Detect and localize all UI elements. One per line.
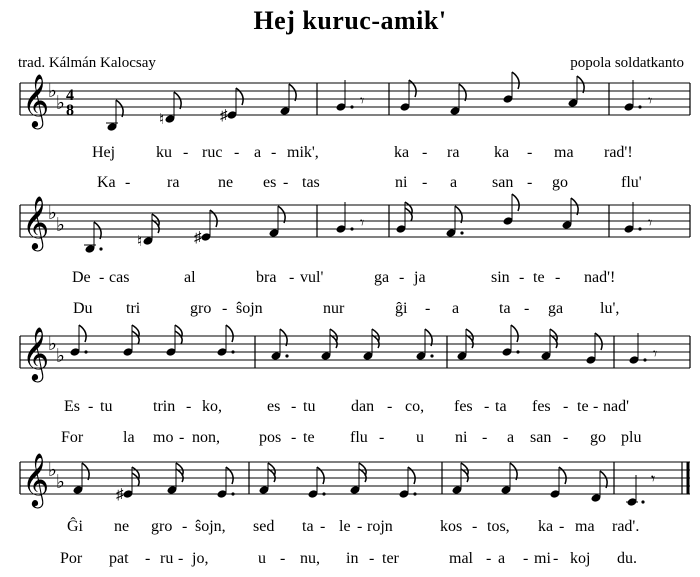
system-1 — [20, 72, 690, 191]
note — [194, 210, 217, 246]
genre-credit: popola soldatkanto — [570, 55, 684, 71]
note — [336, 202, 354, 234]
flat-key-signature-icon: ♭ — [56, 472, 65, 493]
note — [217, 325, 235, 357]
rest-icon: 𝄾 — [360, 215, 365, 232]
svg-text:♮: ♮ — [159, 112, 165, 128]
note — [446, 206, 464, 238]
song-title: Hej kuruc-amik' — [253, 6, 447, 35]
rest-icon: 𝄾 — [651, 471, 656, 488]
time-signature-top: 4 — [66, 87, 74, 104]
note — [624, 202, 642, 234]
time-signature-bottom: 8 — [66, 102, 74, 119]
note — [568, 76, 585, 108]
note — [271, 329, 289, 361]
note — [73, 463, 90, 495]
flat-key-signature-icon: ♭ — [56, 215, 65, 236]
note — [116, 467, 139, 503]
note — [624, 80, 642, 112]
rest-icon: 𝄾 — [648, 93, 653, 110]
flat-key-signature-icon: ♭ — [56, 93, 65, 114]
note — [501, 463, 518, 495]
treble-clef-icon: 𝄞 — [22, 454, 50, 505]
lyrics-verse-1: Es - tu trin - ko, es - tu dan - co, fes - ta fes - te - nad' — [64, 398, 629, 415]
lyrics-verse-2: For la mo - non, pos - te flu - u ni - a san - go plu — [61, 429, 642, 446]
lyrics-verse-2: Por pat - ru - jo, u - nu, in - ter mal - a - mi - koj du. — [60, 550, 637, 567]
note — [70, 325, 88, 357]
note — [363, 329, 380, 361]
note — [591, 471, 608, 503]
note — [452, 463, 469, 495]
note — [84, 222, 103, 254]
note — [259, 463, 276, 495]
note — [321, 329, 338, 361]
flat-key-signature-icon: ♭ — [48, 203, 57, 224]
note — [106, 100, 123, 132]
treble-clef-icon: 𝄞 — [22, 197, 50, 248]
rest-icon: 𝄾 — [360, 93, 365, 110]
lyrics-verse-2: Ka - ra ne es - tas ni - a san - go flu' — [97, 174, 642, 191]
note — [562, 198, 579, 230]
note — [626, 475, 645, 507]
svg-text:♯: ♯ — [116, 487, 124, 503]
note — [457, 329, 474, 361]
flat-key-signature-icon: ♭ — [56, 346, 65, 367]
staff-lines — [20, 83, 690, 115]
treble-clef-icon: 𝄞 — [22, 75, 50, 126]
note — [269, 206, 286, 238]
note — [502, 325, 520, 357]
note — [399, 467, 417, 499]
note — [217, 467, 235, 499]
treble-clef-icon: 𝄞 — [22, 328, 50, 379]
notes — [70, 325, 658, 365]
svg-text:♮: ♮ — [137, 234, 143, 250]
flat-key-signature-icon: ♭ — [48, 81, 57, 102]
note — [308, 467, 326, 499]
note — [541, 329, 558, 361]
note — [629, 333, 647, 365]
notes — [106, 72, 652, 132]
note — [280, 84, 297, 116]
note — [137, 214, 159, 250]
rest-icon: 𝄾 — [653, 346, 658, 363]
notes — [84, 194, 652, 254]
lyrics-verse-2: Du tri gro - ŝojn nur ĝi - a ta - ga lu', — [73, 300, 620, 317]
lyrics-verse-1: Hej ku - ruc - a - mik', ka - ra ka - ma rad'! — [92, 144, 633, 161]
lyrics-verse-1: De - cas al bra - vul' ga - ja sin - te - nad'! — [72, 269, 616, 286]
flat-key-signature-icon: ♭ — [48, 334, 57, 355]
note — [336, 80, 354, 112]
arranger-credit: trad. Kálmán Kalocsay — [18, 55, 156, 71]
note — [416, 329, 434, 361]
rest-icon: 𝄾 — [648, 215, 653, 232]
svg-text:♯: ♯ — [220, 108, 228, 124]
svg-text:♯: ♯ — [194, 230, 202, 246]
note — [167, 463, 184, 495]
system-4 — [20, 453, 690, 567]
lyrics-verse-1: Ĝi ne gro - ŝojn, sed ta - le - rojn kos - tos, ka - ma rad'. — [67, 518, 640, 535]
note — [220, 88, 243, 124]
note — [450, 84, 467, 116]
flat-key-signature-icon: ♭ — [48, 460, 57, 481]
note — [159, 92, 181, 128]
system-3 — [20, 325, 690, 446]
staff-lines — [20, 205, 690, 237]
system-2 — [20, 194, 690, 317]
note — [350, 463, 367, 495]
